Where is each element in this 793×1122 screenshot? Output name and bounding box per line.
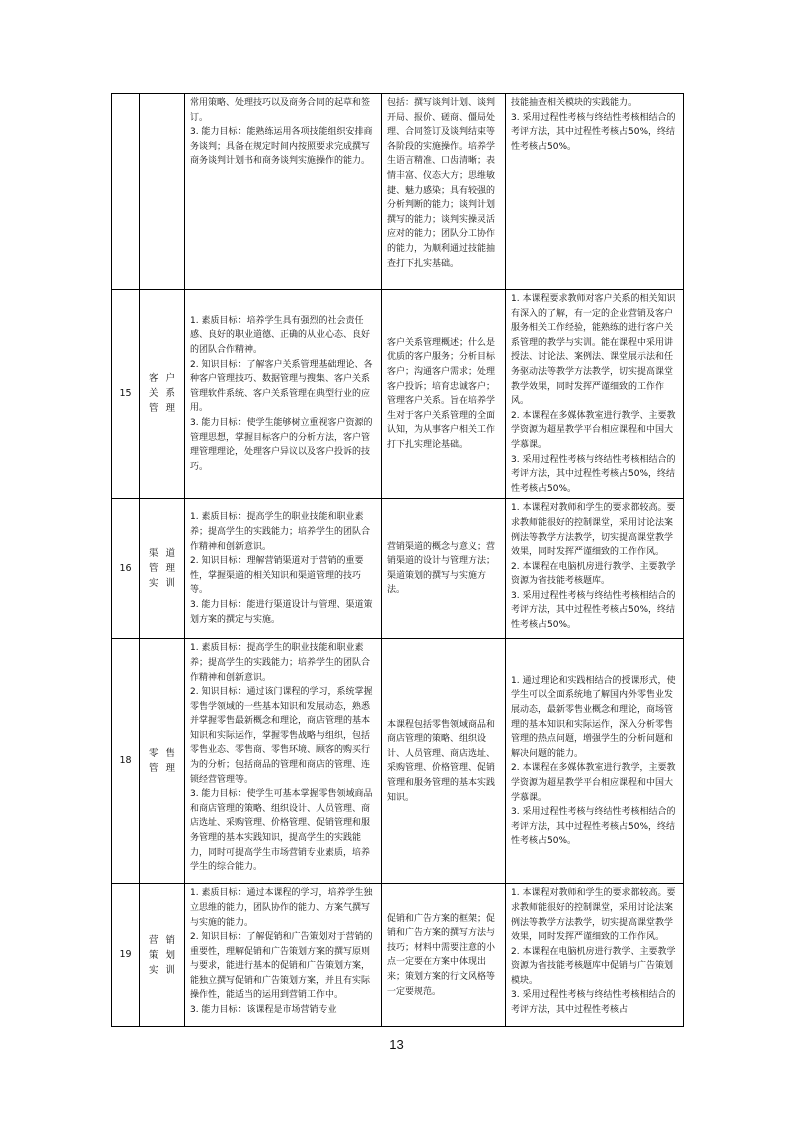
course-name-text: 客户关系管理 — [149, 373, 175, 415]
curriculum-table-body — [112, 94, 684, 1027]
content-text: 客户关系管理概述；什么是优质的客户服务；分析目标客户；沟通客户需求；处理客户投诉；培育忠诚客户；管理客户关系。旨在培养学生对于客户关系管理的全面认知，为从事客户相关工作打下扎实理论基础。 — [387, 337, 496, 450]
table-row — [112, 884, 684, 1027]
course-objectives — [185, 499, 382, 639]
teaching-requirements — [506, 290, 684, 499]
course-name — [140, 94, 185, 290]
row-number: 15 — [112, 290, 140, 499]
table-row — [112, 639, 684, 884]
course-content — [382, 884, 506, 1027]
row-number: 19 — [112, 884, 140, 1027]
course-objectives — [185, 94, 382, 290]
course-objectives — [185, 290, 382, 499]
row-number — [112, 94, 140, 290]
teaching-requirements — [506, 639, 684, 884]
course-content — [382, 290, 506, 499]
course-name — [140, 639, 185, 884]
requirements-text: 1. 本课程对教师和学生的要求都较高。要求教师能很好的控制课堂，采用讨论法案例法等教学方法教学，切实提高课堂教学效果，同时发挥严谨细致的工作作风。 2. 本课程在电脑机房进行教学、主要教学资源为省技能考核题库中促销与广告策划模块。 3. 采用过程性考核与终结性考核相结合的考评方法，其中过程性考核占 — [511, 888, 676, 1016]
teaching-requirements — [506, 94, 684, 290]
course-name — [140, 884, 185, 1027]
content-text: 本课程包括零售领域商品和商店管理的策略、组织设计、人员管理、商店选址、采购管理、价格管理、促销管理和服务管理的基本实践知识。 — [387, 719, 496, 803]
table-row — [112, 290, 684, 499]
teaching-requirements — [506, 884, 684, 1027]
content-text: 营销渠道的概念与意义；营销渠道的设计与管理方法；渠道策划的撰写与实施方法。 — [387, 541, 496, 596]
content-text: 包括：撰写谈判计划、谈判开局、报价、磋商、僵局处理、合同签订及谈判结束等各阶段的实施操作。培养学生语言精准、口齿清晰；表情丰富、仪态大方；思维敏捷、魅力感染；具有较强的分析判断的能力；谈判计划撰写的能力；谈判实操灵活应对的能力；团队分工协作的能力，为顺利通过技能抽查打下扎实基础。 — [387, 98, 496, 269]
requirements-text: 1. 通过理论和实践相结合的授课形式，使学生可以全面系统地了解国内外零售业发展动态，最新零售业概念和理论，商场管理的基本知识和实际运作，深入分析零售管理的热点问题，增强学生的分析问题和解决问题的能力。 2. 本课程在多媒体教室进行教学，主要教学资源为超星教学平台相应课程和中国大学慕课。 3. 采用过程性考核与终结性考核相结合的考评方法，其中过程性考核占50%，终结性考核占50%。 — [511, 675, 676, 847]
table-row — [112, 94, 684, 290]
page-number: 13 — [389, 1037, 404, 1052]
requirements-text: 1. 本课程要求教师对客户关系的相关知识有深入的了解，有一定的企业营销及客户服务相关工作经验，能熟练的进行客户关系管理的教学与实训。能在课程中采用讲授法、讨论法、案例法、课堂展示法和任务驱动法等教学方法教学，切实提高课堂教学效果，同时发挥严谨细致的工作作风。 2. 本课程在多媒体教室进行教学、主要教学资源为超星教学平台相应课程和中国大学慕课。 3. 采用过程性考核与终结性考核相结合的考评方法，其中过程性考核占50%，终结性考核占50%。 — [511, 294, 676, 494]
objectives-text: 常用策略、处理技巧以及商务合同的起草和签订。 3. 能力目标：能熟练运用各项技能组织安排商务谈判；具备在规定时间内按照要求完成撰写商务谈判计划书和商务谈判实施操作的能力。 — [190, 98, 373, 167]
course-name — [140, 290, 185, 499]
course-name-text: 零售管理 — [149, 748, 175, 775]
course-objectives — [185, 884, 382, 1027]
course-name-text: 营销策划实训 — [149, 934, 175, 976]
course-name-text: 渠道管理实训 — [149, 548, 175, 590]
objectives-text: 1. 素质目标：提高学生的职业技能和职业素养；提高学生的实践能力；培养学生的团队合作精神和创新意识。 2. 知识目标：通过该门课程的学习，系统掌握零售学领域的一些基本知识和发展动态，熟悉并掌握零售最新概念和理论，商店管理的基本知识和实际运作，掌握零售战略与组织，包括零售业态、零售商、零售环境、顾客的购买行为的分析；包括商品的管理和商店的管理、连锁经营管理等。 3. 能力目标：使学生可基本掌握零售领域商品和商店管理的策略、组织设计、人员管理、商店选址、采购管理、价格管理、促销管理和服务管理的基本实践知识，提高学生的实践能力，同时可提高学生市场营销专业素质，培养学生的综合能力。 — [190, 643, 373, 873]
requirements-text: 技能抽查相关模块的实践能力。 3. 采用过程性考核与终结性考核相结合的考评方法，其中过程性考核占50%，终结性考核占50%。 — [511, 98, 676, 152]
row-number: 16 — [112, 499, 140, 639]
objectives-text: 1. 素质目标：培养学生具有强烈的社会责任感、良好的职业道德、正确的从业心态、良好的团队合作精神。 2. 知识目标：了解客户关系管理基础理论、各种客户管理技巧、数据管理与搜集、客户关系管理软件系统、客户关系管理在典型行业的应用。 3. 能力目标：使学生能够树立重视客户资源的管理思想，掌握目标客户的分析方法，客户管理管理理论，处理客户异议以及客户投诉的技巧。 — [190, 315, 373, 472]
course-content — [382, 499, 506, 639]
curriculum-table — [111, 93, 684, 1027]
course-objectives — [185, 639, 382, 884]
course-name — [140, 499, 185, 639]
teaching-requirements — [506, 499, 684, 639]
course-content — [382, 94, 506, 290]
requirements-text: 1. 本课程对教师和学生的要求都较高。要求教师能很好的控制课堂，采用讨论法案例法等教学方法教学，切实提高课堂教学效果，同时发挥严谨细致的工作作风。 2. 本课程在电脑机房进行教学、主要教学资源为省技能考核题库。 3. 采用过程性考核与终结性考核相结合的考评方法，其中过程性考核占50%，终结性考核占50%。 — [511, 503, 676, 631]
row-number: 18 — [112, 639, 140, 884]
course-content — [382, 639, 506, 884]
table-row — [112, 499, 684, 639]
objectives-text: 1. 素质目标：提高学生的职业技能和职业素养；提高学生的实践能力；培养学生的团队合作精神和创新意识。 2. 知识目标：理解营销渠道对于营销的重要性，掌握渠道的相关知识和渠道管理的技巧等。 3. 能力目标：能进行渠道设计与管理、渠道策划方案的撰定与实施。 — [190, 512, 373, 625]
content-text: 促销和广告方案的框架；促销和广告方案的撰写方法与技巧；材料中需要注意的小点一定要在方案中体现出来；策划方案的行文风格等一定要规范。 — [387, 913, 496, 997]
objectives-text: 1. 素质目标：通过本课程的学习，培养学生独立思维的能力，团队协作的能力、方案气撰写与实施的能力。 2. 知识目标：了解促销和广告策划对于营销的重要性，理解促销和广告策划方案的撰写原则与要求，能进行基本的促销和广告策划方案，能独立撰写促销和广告策划方案，并且有实际操作性，能适当的运用到营销工作中。 3. 能力目标：该课程是市场营销专业 — [190, 888, 373, 1016]
